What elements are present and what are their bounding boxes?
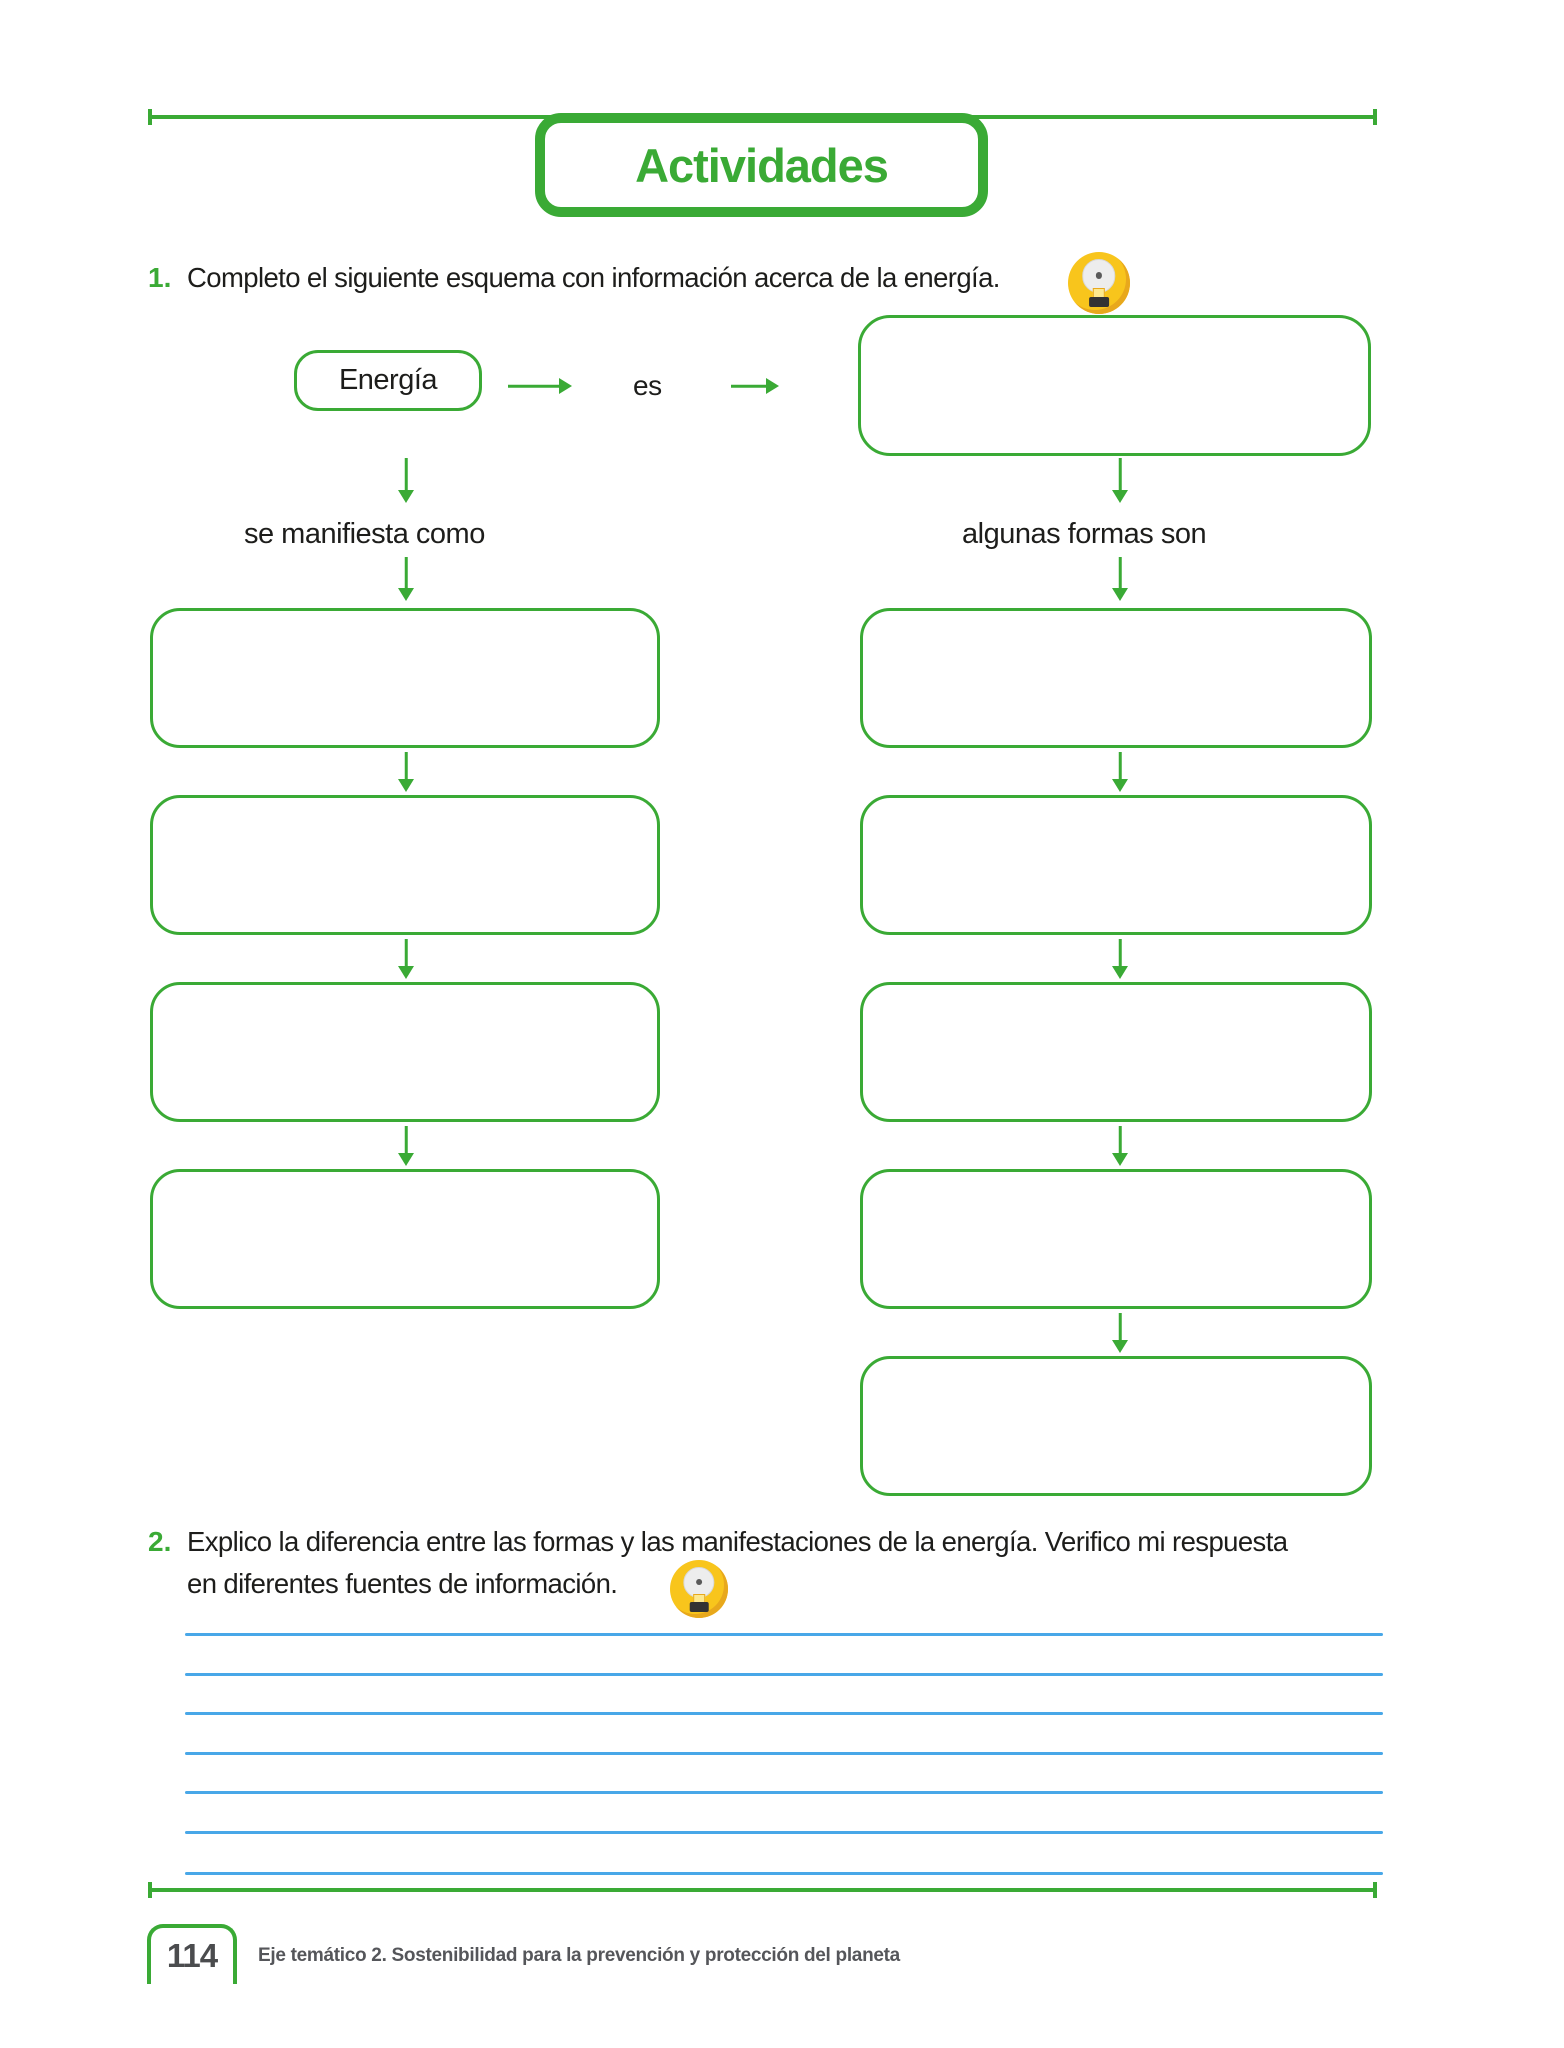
page-number: 114 (166, 1937, 218, 1974)
energia-root-box (294, 350, 482, 411)
bulb-filament (696, 1579, 702, 1585)
arrow-down-icon (398, 1126, 414, 1166)
arrow-down-icon (1112, 458, 1128, 503)
answer-line-7[interactable] (185, 1872, 1383, 1875)
definition-answer-box[interactable] (858, 315, 1371, 456)
activity2-text-line1: Explico la diferencia entre las formas y las manifestaciones de la energía. Verifico mi respuesta (187, 1526, 1288, 1557)
connector-label: es (633, 370, 662, 401)
arrow-down-icon (398, 939, 414, 979)
arrow-down-icon (398, 557, 414, 601)
answer-box-right-1[interactable] (860, 608, 1372, 748)
answer-box-right-2[interactable] (860, 795, 1372, 935)
answer-line-4[interactable] (185, 1752, 1383, 1755)
arrow-right-icon (508, 378, 572, 394)
answer-line-6[interactable] (185, 1831, 1383, 1834)
arrow-down-icon (1112, 1126, 1128, 1166)
rule-endcap-left (148, 1882, 152, 1898)
answer-line-3[interactable] (185, 1712, 1383, 1715)
bulb-base (690, 1602, 709, 1612)
footer-text: Eje temático 2. Sostenibilidad para la prevención y protección del planeta (258, 1945, 900, 1966)
answer-box-left-1[interactable] (150, 608, 660, 748)
activity2-number: 2. (148, 1526, 172, 1557)
right-branch-label: algunas formas son (962, 518, 1207, 550)
arrow-down-icon (398, 458, 414, 503)
answer-box-right-5[interactable] (860, 1356, 1372, 1496)
arrow-down-icon (1112, 939, 1128, 979)
answer-box-left-4[interactable] (150, 1169, 660, 1309)
answer-box-right-4[interactable] (860, 1169, 1372, 1309)
rule-endcap-right (1373, 109, 1377, 125)
bottom-rule (148, 1888, 1377, 1892)
left-branch-label: se manifiesta como (244, 518, 485, 550)
answer-box-left-2[interactable] (150, 795, 660, 935)
answer-line-2[interactable] (185, 1673, 1383, 1676)
activity1-number: 1. (148, 262, 172, 293)
activity2-text-line2: en diferentes fuentes de información. (187, 1568, 618, 1599)
arrow-right-icon (731, 378, 779, 394)
lightbulb-icon (1068, 252, 1130, 314)
answer-line-1[interactable] (185, 1633, 1383, 1636)
activities-banner (535, 113, 988, 217)
arrow-down-icon (1112, 1313, 1128, 1353)
lightbulb-icon (670, 1560, 728, 1618)
rule-endcap-right (1373, 1882, 1377, 1898)
answer-box-left-3[interactable] (150, 982, 660, 1122)
rule-endcap-left (148, 109, 152, 125)
activity1-text: Completo el siguiente esquema con información acerca de la energía. (187, 262, 1000, 293)
arrow-down-icon (1112, 557, 1128, 601)
bulb-base (1089, 297, 1109, 308)
arrow-down-icon (398, 752, 414, 792)
answer-line-5[interactable] (185, 1791, 1383, 1794)
arrow-down-icon (1112, 752, 1128, 792)
answer-box-right-3[interactable] (860, 982, 1372, 1122)
banner-title: Actividades (635, 138, 888, 192)
page-number-box (147, 1924, 237, 1984)
energia-label: Energía (338, 364, 438, 396)
